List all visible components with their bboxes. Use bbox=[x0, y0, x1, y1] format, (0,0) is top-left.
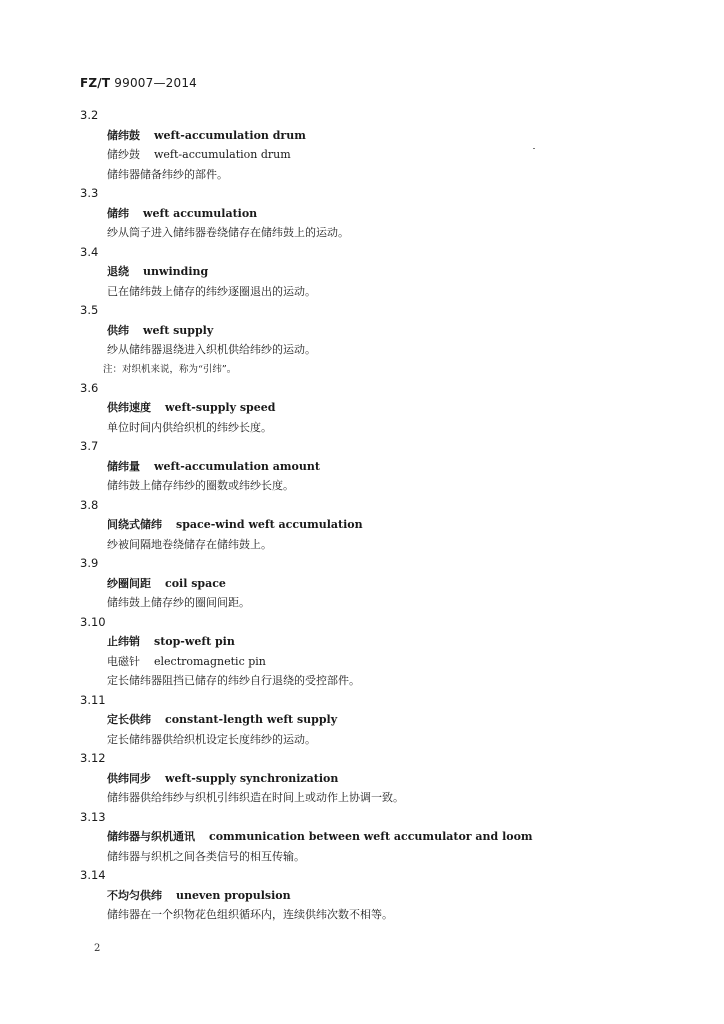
term-chinese: 供纬 bbox=[107, 323, 129, 337]
term-entry bbox=[0, 554, 724, 613]
term-english: space-wind weft accumulation bbox=[176, 518, 363, 531]
term-line bbox=[0, 321, 724, 341]
term-chinese: 间绕式储纬 bbox=[107, 518, 162, 531]
term-definition: 定长储纬器阻挡已储存的纬纱自行退绕的受控部件。 bbox=[107, 674, 360, 687]
term-definition: 已在储纬鼓上储存的纬纱逐圈退出的运动。 bbox=[107, 284, 316, 298]
term-definition: 储纬器供给纬纱与织机引纬织造在时间上或动作上协调一致。 bbox=[107, 791, 404, 804]
term-chinese: 供纬同步 bbox=[107, 771, 151, 785]
term-entry bbox=[0, 496, 724, 555]
term-line bbox=[0, 457, 724, 477]
term-number: 3.3 bbox=[80, 186, 99, 200]
term-number: 3.6 bbox=[80, 380, 99, 395]
term-entry bbox=[0, 437, 724, 496]
term-definition: 储纬器与织机之间各类信号的相互传输。 bbox=[107, 849, 305, 863]
term-entry bbox=[0, 301, 724, 379]
document-header bbox=[80, 76, 197, 90]
term-chinese: 储纬器与织机通讯 bbox=[107, 830, 195, 843]
term-chinese: 不均匀供纬 bbox=[107, 888, 162, 902]
term-line bbox=[0, 126, 724, 146]
term-number: 3.2 bbox=[80, 108, 99, 122]
term-english: constant-length weft supply bbox=[165, 713, 338, 726]
synonym-line bbox=[0, 145, 724, 165]
term-english: weft-supply speed bbox=[165, 401, 276, 414]
term-english: weft-accumulation amount bbox=[154, 459, 320, 473]
term-number: 3.7 bbox=[80, 439, 99, 453]
term-chinese: 供纬速度 bbox=[107, 401, 151, 414]
term-english: weft-supply synchronization bbox=[165, 771, 339, 785]
term-line bbox=[0, 886, 724, 906]
term-definition: 储纬器在一个织物花色组织循环内，连续供纬次数不相等。 bbox=[107, 908, 393, 921]
term-number: 3.4 bbox=[80, 244, 99, 259]
term-entry bbox=[0, 808, 724, 867]
term-definition: 单位时间内供给织机的纬纱长度。 bbox=[107, 420, 272, 434]
term-number: 3.13 bbox=[80, 809, 106, 824]
synonym-chinese: 电磁针 bbox=[107, 654, 140, 668]
term-entries bbox=[0, 106, 724, 925]
synonym-english: electromagnetic pin bbox=[154, 654, 266, 668]
term-line bbox=[0, 769, 724, 789]
term-definition: 纱从储纬器退绕进入织机供给纬纱的运动。 bbox=[107, 343, 316, 356]
term-line bbox=[0, 632, 724, 652]
term-english: communication between weft accumulator and loom bbox=[209, 830, 533, 843]
term-chinese: 储纬量 bbox=[107, 459, 140, 473]
standard-number: 99007—2014 bbox=[114, 76, 198, 90]
term-line bbox=[0, 204, 724, 224]
term-english: unwinding bbox=[143, 265, 209, 278]
term-chinese: 退绕 bbox=[107, 265, 129, 278]
term-entry bbox=[0, 613, 724, 691]
term-entry bbox=[0, 379, 724, 438]
term-chinese: 储纬 bbox=[107, 206, 129, 220]
term-number: 3.9 bbox=[80, 556, 99, 570]
page-number: 2 bbox=[94, 943, 101, 954]
standard-code: FZ/T bbox=[80, 76, 111, 90]
term-definition: 定长储纬器供给织机设定长度纬纱的运动。 bbox=[107, 732, 316, 746]
term-line bbox=[0, 827, 724, 847]
term-english: coil space bbox=[165, 576, 226, 590]
synonym-chinese: 储纱鼓 bbox=[107, 148, 140, 161]
term-number: 3.5 bbox=[80, 303, 99, 317]
term-chinese: 储纬鼓 bbox=[107, 128, 140, 142]
term-english: weft-accumulation drum bbox=[154, 128, 306, 142]
term-entry bbox=[0, 691, 724, 750]
term-english: stop-weft pin bbox=[154, 635, 235, 648]
term-english: uneven propulsion bbox=[176, 888, 291, 902]
term-line bbox=[0, 515, 724, 535]
term-entry bbox=[0, 184, 724, 243]
term-definition: 纱被间隔地卷绕储存在储纬鼓上。 bbox=[107, 537, 272, 551]
term-definition: 储纬鼓上储存纬纱的圈数或纬纱长度。 bbox=[107, 479, 294, 492]
term-definition: 储纬器储备纬纱的部件。 bbox=[107, 167, 228, 181]
term-english: weft supply bbox=[143, 323, 214, 337]
term-number: 3.10 bbox=[80, 614, 106, 629]
term-chinese: 纱圈间距 bbox=[107, 576, 151, 590]
term-english: weft accumulation bbox=[143, 206, 258, 220]
term-number: 3.11 bbox=[80, 692, 106, 707]
term-chinese: 止纬销 bbox=[107, 635, 140, 648]
term-line bbox=[0, 574, 724, 594]
term-number: 3.12 bbox=[80, 751, 106, 765]
term-definition: 储纬鼓上储存纱的圈间间距。 bbox=[107, 596, 250, 609]
term-line bbox=[0, 262, 724, 282]
term-note: 注：对织机来说，称为“引纬”。 bbox=[103, 363, 237, 375]
synonym-line bbox=[0, 652, 724, 672]
term-line bbox=[0, 398, 724, 418]
term-entry bbox=[0, 106, 724, 184]
term-entry bbox=[0, 243, 724, 302]
term-chinese: 定长供纬 bbox=[107, 713, 151, 726]
term-number: 3.14 bbox=[80, 868, 106, 882]
term-number: 3.8 bbox=[80, 497, 99, 512]
term-line bbox=[0, 710, 724, 730]
term-entry bbox=[0, 866, 724, 925]
term-entry bbox=[0, 749, 724, 808]
term-definition: 纱从筒子进入储纬器卷绕储存在储纬鼓上的运动。 bbox=[107, 226, 349, 239]
synonym-english: weft-accumulation drum bbox=[154, 148, 291, 161]
